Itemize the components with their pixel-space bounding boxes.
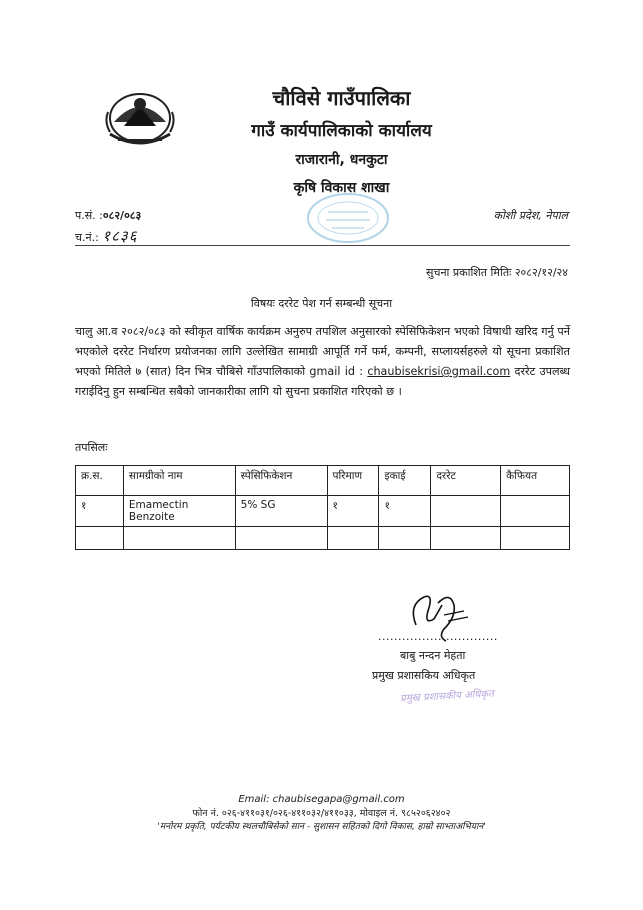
cell-sn: १ (76, 496, 124, 527)
signature-line: .............................. (378, 630, 498, 643)
contact-email-link[interactable]: chaubisekrisi@gmail.com (367, 365, 511, 378)
notice-body (75, 322, 570, 402)
table-header-row (76, 466, 570, 496)
patra-label: प.सं. : (75, 209, 103, 222)
table-row (76, 527, 570, 550)
notice-subject: विषयः दररेट पेश गर्न सम्बन्धी सूचना (250, 297, 393, 310)
items-table (75, 465, 570, 550)
office-address: राजारानी, धनकुटा (295, 152, 388, 168)
signatory-name: बाबु नन्दन मेहता (400, 649, 466, 662)
cell-rate (431, 527, 501, 550)
col-header-remarks: कैफियत (501, 466, 570, 496)
cell-quantity: १ (327, 496, 379, 527)
chalani-value: १८३६ (102, 227, 138, 245)
notice-date: सुचना प्रकाशित मितिः २०८२/१२/२४ (426, 266, 568, 279)
signatory-title: प्रमुख प्रशासकिय अधिकृत (372, 669, 476, 682)
footer-contact: फोन नं. ०२६-४११०३१/०२६-४११०३२/४११०३३, मोवाइल नं. ९८५२०६२४०२ (192, 808, 451, 819)
footer-email: Email: chaubisegapa@gmail.com (238, 794, 405, 805)
patra-value: ०८२/०८३ (102, 209, 142, 222)
org-title: चौविसे गाउँपालिका (272, 86, 411, 110)
cell-spec (235, 527, 327, 550)
cell-spec: 5% SG (235, 496, 327, 527)
body-text-after: दररेट उपलब्ध गराईदिनु हुन सम्बन्धित सबैको जानकारीका लागि यो सुचना प्रकाशित गरिएको छ । (75, 365, 571, 398)
col-header-unit: इकाई (379, 466, 431, 496)
body-text-before: चालु आ.व २०८२/०८३ को स्वीकृत वार्षिक कार्यक्रम अनुरुप तपशिल अनुसारको स्पेसिफिकेशन भएको विषाधी खरिद गर्नु पर्ने भएकोले दररेट निर्धारण प्रयोजनका लागि उल्लेखित सामाग्री आपूर्ति गर्ने फर्म, कम्पनी, सप्लायर्सहरुले यो सूचना प्रकाशित भएको मितिले ७ (सात) दिन भित्र चौबिसे गाँउपालिकाको gmail id : (75, 325, 570, 378)
office-title: गाउँ कार्यपालिकाको कार्यालय (251, 121, 432, 141)
col-header-quantity: परिमाण (327, 466, 379, 496)
cell-sn (76, 527, 124, 550)
office-stamp-icon (300, 190, 396, 246)
chalani-number (75, 226, 138, 246)
patra-sankhya (75, 208, 141, 223)
col-header-item: सामग्रीको नाम (123, 466, 235, 496)
cell-remarks (501, 527, 570, 550)
cell-rate (431, 496, 501, 527)
province-label: कोशी प्रदेश, नेपाल (493, 209, 568, 222)
table-row (76, 496, 570, 527)
cell-remarks (501, 496, 570, 527)
cell-item: Emamectin Benzoite (123, 496, 235, 527)
col-header-spec: स्पेसिफिकेशन (235, 466, 327, 496)
branch-title: कृषि विकास शाखा (293, 180, 390, 196)
chalani-label: च.नं.: (75, 231, 99, 244)
cell-unit (379, 527, 431, 550)
signatory-stamp: प्रमुख प्रशासकीय अधिकृत (399, 688, 495, 705)
col-header-rate: दररेट (431, 466, 501, 496)
tapasil-label: तपसिलः (75, 441, 108, 454)
footer-motto: 'मनोरम प्रकृति, पर्यटकीय स्थलचौबिसेको सान - सुशासन सहितको दिगो विकास, हाम्रो साभ्ताअभियान' (157, 822, 486, 832)
col-header-sn: क्र.स. (76, 466, 124, 496)
cell-quantity (327, 527, 379, 550)
cell-item (123, 527, 235, 550)
header-divider (75, 245, 570, 246)
cell-unit: १ (379, 496, 431, 527)
